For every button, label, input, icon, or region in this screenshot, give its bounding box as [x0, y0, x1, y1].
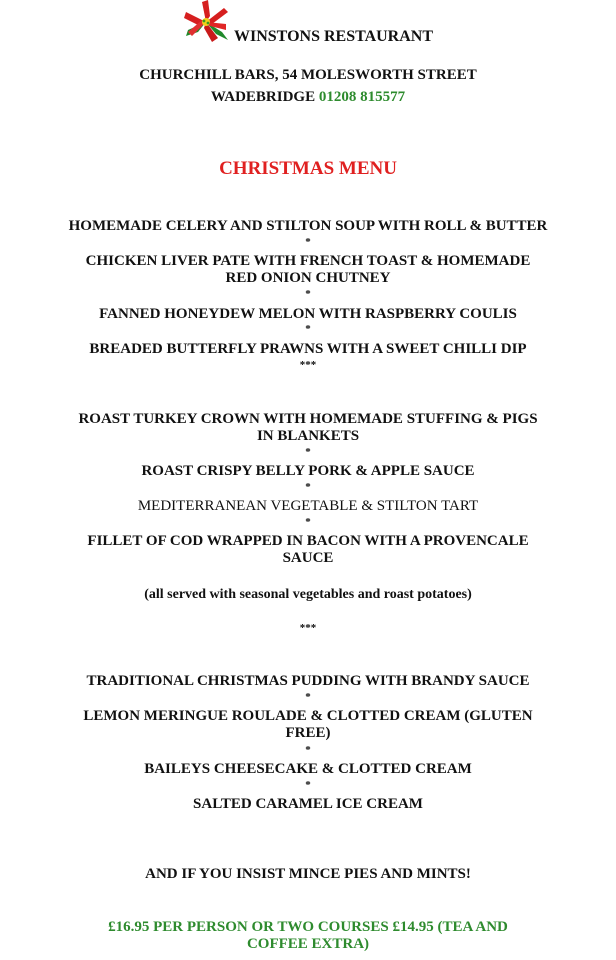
separator: *: [305, 446, 311, 458]
address-line: CHURCHILL BARS, 54 MOLESWORTH STREET: [139, 67, 477, 83]
main-item: ROAST TURKEY CROWN WITH HOMEMADE STUFFING & PIGS IN BLANKETS: [78, 411, 538, 444]
separator: *: [305, 691, 311, 703]
mains-note: (all served with seasonal vegetables and roast potatoes): [144, 587, 472, 602]
dessert-item: SALTED CARAMEL ICE CREAM: [193, 796, 423, 812]
dessert-item: TRADITIONAL CHRISTMAS PUDDING WITH BRANDY SAUCE: [86, 673, 530, 689]
town: WADEBRIDGE: [210, 89, 316, 105]
separator: *: [305, 744, 311, 756]
phone-number: 01208 815577: [318, 89, 406, 105]
separator: *: [305, 236, 311, 248]
separator: ***: [299, 359, 317, 371]
separator: ***: [299, 622, 317, 634]
separator: *: [305, 481, 311, 493]
starter-item: BREADED BUTTERFLY PRAWNS WITH A SWEET CHILLI DIP: [89, 341, 527, 357]
separator: *: [305, 779, 311, 791]
town-phone-line: [0, 89, 616, 106]
separator: *: [305, 323, 311, 335]
starter-item: HOMEMADE CELERY AND STILTON SOUP WITH ROLL & BUTTER: [68, 218, 548, 234]
dessert-item: LEMON MERINGUE ROULADE & CLOTTED CREAM (GLUTEN FREE): [83, 708, 533, 741]
poinsettia-icon: [182, 0, 232, 46]
restaurant-name: WINSTONS RESTAURANT: [234, 28, 434, 45]
main-item: ROAST CRISPY BELLY PORK & APPLE SAUCE: [141, 463, 475, 479]
separator: *: [305, 516, 311, 528]
starter-item: FANNED HONEYDEW MELON WITH RASPBERRY COULIS: [99, 306, 517, 322]
dessert-item: BAILEYS CHEESECAKE & CLOTTED CREAM: [144, 761, 472, 777]
main-item: MEDITERRANEAN VEGETABLE & STILTON TART: [137, 498, 479, 514]
closing-line: AND IF YOU INSIST MINCE PIES AND MINTS!: [145, 866, 471, 882]
separator: *: [305, 288, 311, 300]
starter-item: CHICKEN LIVER PATE WITH FRENCH TOAST & HOMEMADE RED ONION CHUTNEY: [85, 253, 531, 286]
menu-title: CHRISTMAS MENU: [219, 158, 397, 179]
price-line: £16.95 PER PERSON OR TWO COURSES £14.95 (TEA AND COFFEE EXTRA): [108, 919, 508, 952]
main-item: FILLET OF COD WRAPPED IN BACON WITH A PROVENCALE SAUCE: [87, 533, 529, 566]
